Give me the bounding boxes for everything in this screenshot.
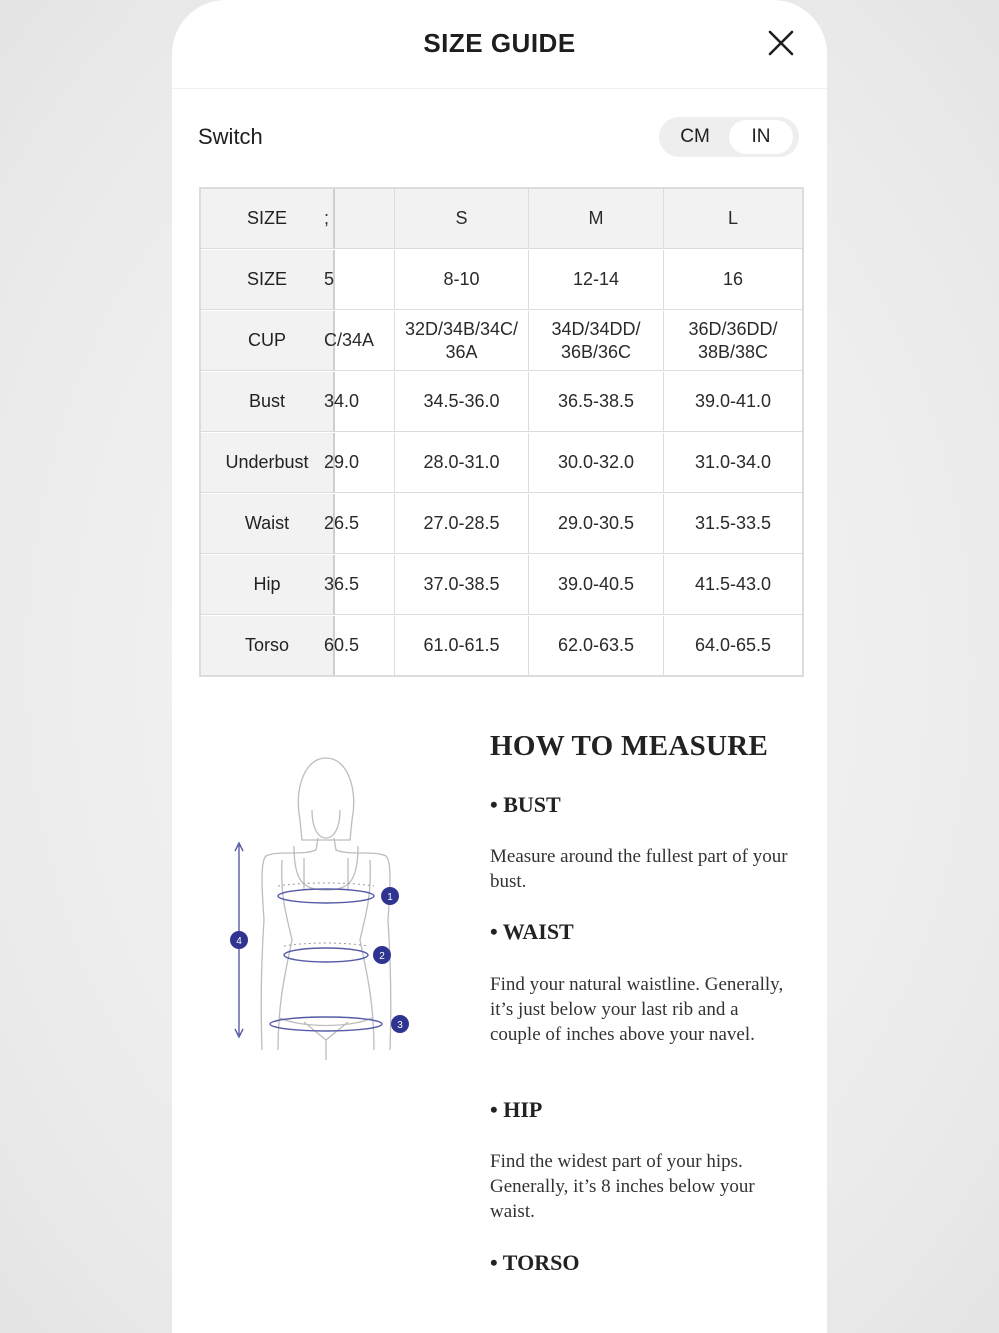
unit-option-cm[interactable]: CM (680, 126, 710, 147)
table-row (201, 494, 802, 555)
table-cell: 32D/34B/34C/ 36A (395, 311, 529, 371)
table-cell: 61.0-61.5 (395, 616, 529, 676)
table-cell: 28.0-31.0 (395, 433, 529, 493)
size-table[interactable] (199, 187, 804, 677)
row-label: Waist (201, 494, 335, 554)
page-title: SIZE GUIDE (423, 28, 576, 58)
table-cell: 26.5 (335, 494, 395, 554)
table-cell: 30.0-32.0 (529, 433, 664, 493)
table-row (201, 250, 802, 311)
table-cell: 36D/36DD/ 38B/38C (664, 311, 802, 371)
size-guide-sheet (172, 0, 827, 1333)
table-cell: 27.0-28.5 (395, 494, 529, 554)
table-cell: 60.5 (335, 616, 395, 676)
switch-label: Switch (198, 124, 263, 149)
unit-toggle[interactable] (659, 117, 799, 157)
table-row (201, 372, 802, 433)
table-cell: 31.5-33.5 (664, 494, 802, 554)
row-label: Bust (201, 372, 335, 432)
svg-text:1: 1 (387, 892, 393, 903)
table-cell: 36.5 (335, 555, 395, 615)
table-row (201, 189, 802, 250)
table-cell: M (529, 189, 664, 249)
row-label: Torso (201, 616, 335, 676)
table-cell: 37.0-38.5 (395, 555, 529, 615)
table-cell: 5 (335, 250, 395, 310)
table-cell: 16 (664, 250, 802, 310)
table-row (201, 616, 802, 677)
how-to-measure-title: HOW TO MEASURE (490, 730, 769, 762)
table-cell: 39.0-40.5 (529, 555, 664, 615)
hip-heading: • HIP (490, 1097, 543, 1122)
waist-heading: • WAIST (490, 919, 574, 944)
table-row (201, 433, 802, 494)
table-cell: 29.0 (335, 433, 395, 493)
header-bar (172, 0, 827, 89)
svg-text:2: 2 (379, 951, 385, 962)
hip-text: Find the widest part of your hips. Generally, it’s 8 inches below your waist. (490, 1151, 755, 1222)
row-label: Hip (201, 555, 335, 615)
table-cell: 8-10 (395, 250, 529, 310)
row-label: SIZE (201, 189, 335, 249)
table-cell: 31.0-34.0 (664, 433, 802, 493)
unit-option-in[interactable]: IN (729, 120, 793, 154)
body-measurement-illustration (222, 750, 422, 1070)
table-cell: C/34A (335, 311, 395, 371)
waist-text: Find your natural waistline. Generally, it’s just below your last rib and a couple of inches above your navel. (490, 974, 784, 1045)
close-icon[interactable] (766, 28, 796, 58)
table-row (201, 555, 802, 616)
row-label: SIZE (201, 250, 335, 310)
bust-text: Measure around the fullest part of your bust. (490, 846, 788, 892)
table-cell: 34.0 (335, 372, 395, 432)
table-cell: L (664, 189, 802, 249)
bust-heading: • BUST (490, 792, 561, 817)
table-row (201, 311, 802, 372)
torso-heading: • TORSO (490, 1250, 580, 1275)
svg-text:3: 3 (397, 1020, 403, 1031)
table-cell: 39.0-41.0 (664, 372, 802, 432)
table-cell: 12-14 (529, 250, 664, 310)
table-cell: 62.0-63.5 (529, 616, 664, 676)
table-cell: ; (335, 189, 395, 249)
table-cell: S (395, 189, 529, 249)
table-cell: 36.5-38.5 (529, 372, 664, 432)
table-cell: 29.0-30.5 (529, 494, 664, 554)
table-cell: 64.0-65.5 (664, 616, 802, 676)
row-label: Underbust (201, 433, 335, 493)
table-cell: 34.5-36.0 (395, 372, 529, 432)
svg-text:4: 4 (236, 936, 242, 947)
table-cell: 34D/34DD/ 36B/36C (529, 311, 664, 371)
row-label: CUP (201, 311, 335, 371)
table-cell: 41.5-43.0 (664, 555, 802, 615)
